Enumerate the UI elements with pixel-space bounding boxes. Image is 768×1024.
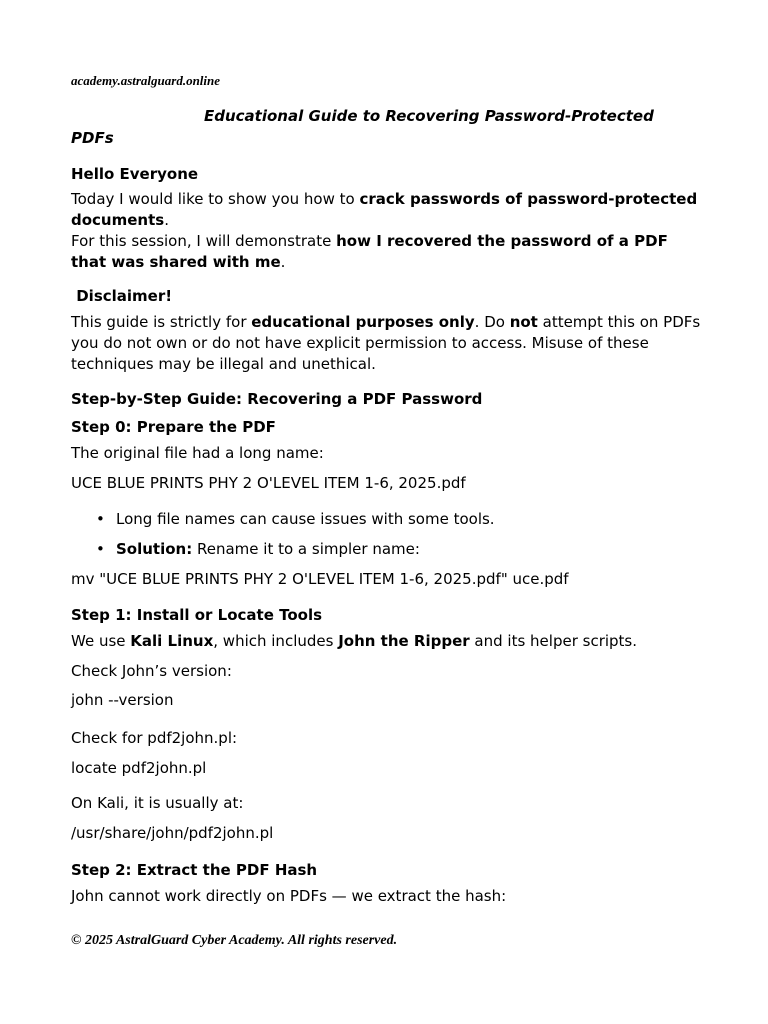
site-header: academy.astralguard.online (71, 73, 221, 88)
intro-paragraph-1 (71, 189, 701, 231)
step0-filename: UCE BLUE PRINTS PHY 2 O'LEVEL ITEM 1-6, 2025.pdf (71, 474, 466, 492)
bullet-icon: • (96, 540, 105, 558)
bullet-text: Rename it to a simpler name: (192, 540, 420, 558)
intro-bold: how I recovered the password of a PDF that was shared with me (71, 232, 668, 271)
disclaimer-text: . Do (474, 313, 510, 331)
step1-heading: Step 1: Install or Locate Tools (71, 606, 323, 624)
disclaimer-heading: Disclaimer! (71, 287, 173, 305)
disclaimer-text: attempt this on PDFs you do not own or do not have explicit permission to access. Misuse of these techniques may be illegal and unethical. (71, 313, 701, 373)
step0-text: The original file had a long name: (71, 444, 324, 462)
page-title-line2: PDFs (71, 129, 114, 147)
locate-command: locate pdf2john.pl (71, 759, 207, 777)
bullet-icon: • (96, 510, 105, 528)
guide-heading: Step-by-Step Guide: Recovering a PDF Password (71, 390, 483, 408)
step1-bold: John the Ripper (338, 632, 470, 650)
step2-text: John cannot work directly on PDFs — we extract the hash: (71, 887, 507, 905)
version-command: john --version (71, 691, 174, 709)
step1-text: We use (71, 632, 131, 650)
bullet-label: Solution: (116, 540, 193, 558)
disclaimer-bold: educational purposes only (251, 313, 475, 331)
intro-bold: crack passwords of password-protected documents (71, 190, 698, 229)
disclaimer-text: This guide is strictly for (71, 313, 252, 331)
list-item (96, 510, 495, 528)
intro-paragraph-2 (71, 231, 701, 273)
disclaimer-paragraph (71, 312, 701, 375)
bullet-text: Long file names can cause issues with some tools. (116, 510, 495, 528)
check-version-text: Check John’s version: (71, 662, 232, 680)
list-item (96, 540, 420, 558)
check-pdf2john-text: Check for pdf2john.pl: (71, 729, 238, 747)
step1-bold: Kali Linux (130, 632, 214, 650)
on-kali-text: On Kali, it is usually at: (71, 794, 244, 812)
disclaimer-bold: not (509, 313, 538, 331)
footer-copyright: © 2025 AstralGuard Cyber Academy. All rights reserved. (71, 933, 398, 948)
pdf2john-path: /usr/share/john/pdf2john.pl (71, 824, 274, 842)
step1-paragraph (71, 632, 637, 650)
step2-heading: Step 2: Extract the PDF Hash (71, 861, 318, 879)
page-title-line1: Educational Guide to Recovering Password-Protected (204, 107, 654, 125)
step1-text: , which includes (213, 632, 339, 650)
intro-text: . (280, 253, 286, 271)
step1-text: and its helper scripts. (469, 632, 638, 650)
intro-heading: Hello Everyone (71, 165, 199, 183)
step0-heading: Step 0: Prepare the PDF (71, 418, 276, 436)
intro-text: . (164, 211, 169, 229)
intro-text: Today I would like to show you how to (71, 190, 360, 208)
intro-text: For this session, I will demonstrate (71, 232, 337, 250)
rename-command: mv "UCE BLUE PRINTS PHY 2 O'LEVEL ITEM 1-6, 2025.pdf" uce.pdf (71, 570, 569, 588)
